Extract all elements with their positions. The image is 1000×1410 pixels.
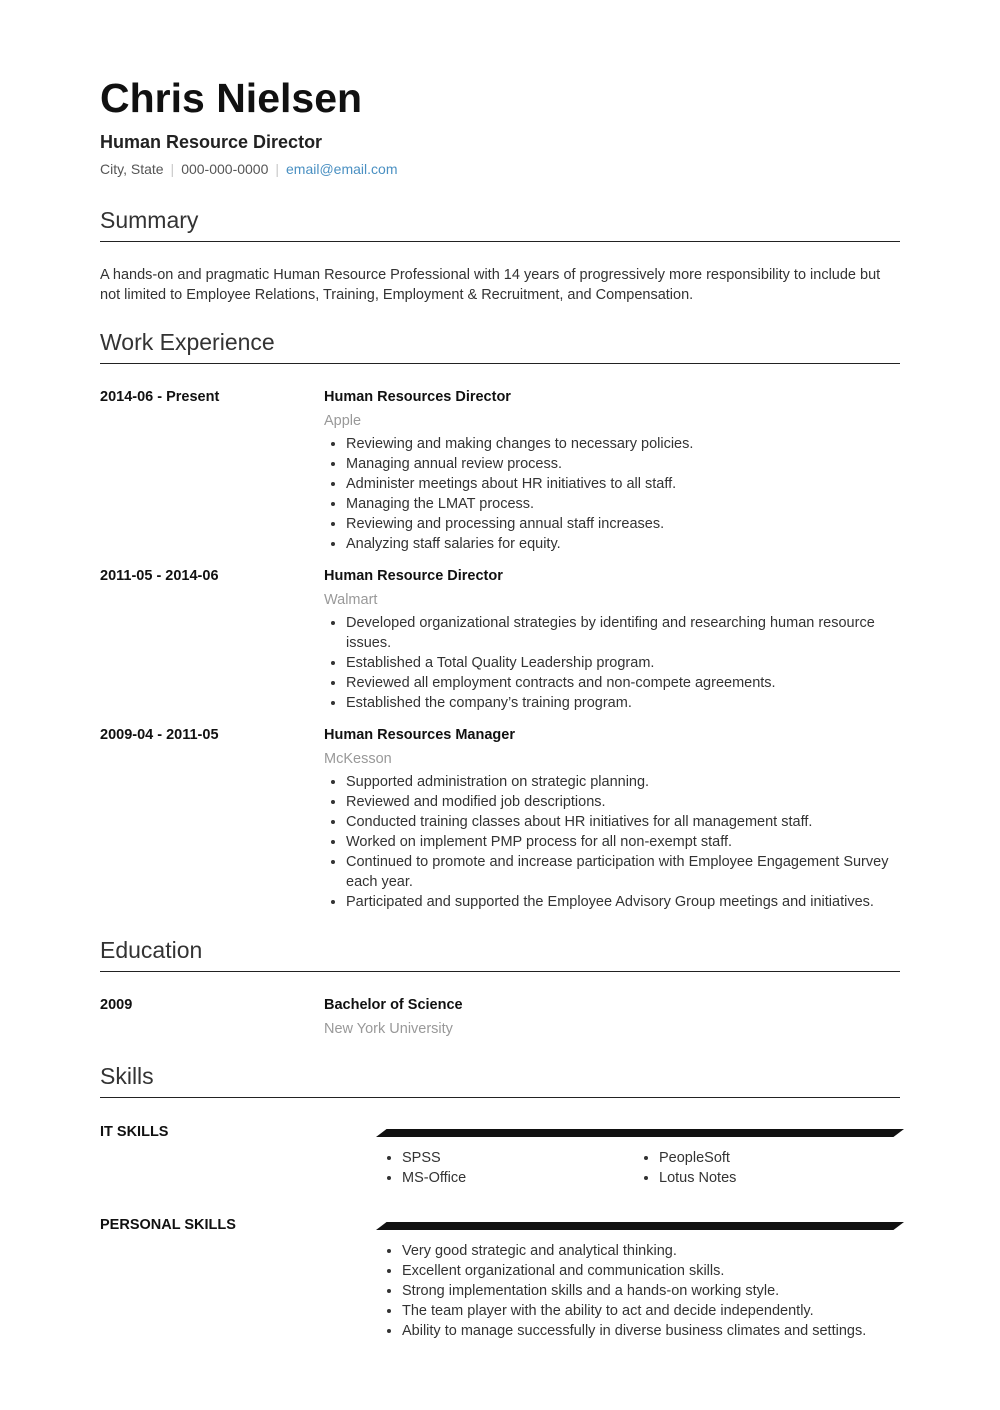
work-dates: 2009-04 - 2011-05 [100,727,219,743]
education-year: 2009 [100,997,133,1013]
it-skills-column [380,1148,637,1188]
education-school: New York University [324,1021,453,1037]
skill-item: • Very good strategic and analytical thinking. [402,1241,866,1261]
work-bullet: • Worked on implement PMP process for all non-exempt staff. [346,832,902,852]
skill-item: • The team player with the ability to act and decide independently. [402,1301,866,1321]
work-bullet: • Conducted training classes about HR initiatives for all management staff. [346,812,902,832]
section-heading-summary: Summary [100,206,900,242]
work-bullet: • Reviewed and modified job descriptions. [346,792,902,812]
it-skills-list [380,1148,894,1188]
work-bullet: • Managing annual review process. [346,454,902,474]
contact-email-link[interactable]: email@email.com [286,161,398,177]
work-role: Human Resources Director [324,389,511,405]
work-role: Human Resources Manager [324,727,515,743]
work-bullet: • Established a Total Quality Leadership program. [346,653,902,673]
work-bullet: • Developed organizational strategies by identifing and researching human resource issues. [346,613,902,653]
job-title: Human Resource Director [100,132,323,152]
skill-item: • Strong implementation skills and a hands-on working style. [402,1281,866,1301]
personal-skills-column [380,1241,866,1341]
contact-line [100,160,397,178]
contact-separator: | [170,161,175,177]
work-bullet: • Managing the LMAT process. [346,494,902,514]
summary-text: A hands-on and pragmatic Human Resource Professional with 14 years of progressively more responsibility to include but not limited to Employee Relations, Training, Employment & Recruitment, and Compensation. [100,267,881,303]
it-skills-label: IT SKILLS [100,1124,169,1140]
work-bullets [324,613,902,713]
work-bullet: • Established the company’s training program. [346,693,902,713]
section-heading-skills: Skills [100,1062,900,1098]
section-heading-work-experience: Work Experience [100,328,900,364]
personal-skills-list [380,1241,866,1341]
work-company: McKesson [324,751,392,767]
work-bullets [324,772,902,912]
skill-item: • Lotus Notes [659,1168,894,1188]
work-role: Human Resource Director [324,568,503,584]
skill-item: • MS-Office [402,1168,637,1188]
contact-phone: 000-000-0000 [181,161,269,177]
work-company: Walmart [324,592,378,608]
work-bullet: • Reviewed all employment contracts and non-compete agreements. [346,673,902,693]
section-heading-education: Education [100,936,900,972]
skill-item: • SPSS [402,1148,637,1168]
work-bullet: • Participated and supported the Employee Advisory Group meetings and initiatives. [346,892,902,912]
work-bullet: • Administer meetings about HR initiatives to all staff. [346,474,902,494]
skill-item: • Excellent organizational and communication skills. [402,1261,866,1281]
work-bullet: • Reviewing and processing annual staff increases. [346,514,902,534]
skill-item: • Ability to manage successfully in diverse business climates and settings. [402,1321,866,1341]
work-bullets [324,434,902,554]
work-dates: 2011-05 - 2014-06 [100,568,219,584]
contact-separator: | [275,161,280,177]
it-skills-bar [376,1129,904,1137]
personal-skills-bar [376,1222,904,1230]
it-skills-column [637,1148,894,1188]
work-bullet: • Reviewing and making changes to necessary policies. [346,434,902,454]
work-bullet: • Analyzing staff salaries for equity. [346,534,902,554]
contact-location: City, State [100,161,164,177]
personal-skills-label: PERSONAL SKILLS [100,1217,236,1233]
work-company: Apple [324,413,362,429]
candidate-name: Chris Nielsen [100,75,363,121]
education-degree: Bachelor of Science [324,997,463,1013]
work-dates: 2014-06 - Present [100,389,220,405]
work-bullet: • Continued to promote and increase participation with Employee Engagement Survey each year. [346,852,902,892]
skill-item: • PeopleSoft [659,1148,894,1168]
work-bullet: • Supported administration on strategic planning. [346,772,902,792]
